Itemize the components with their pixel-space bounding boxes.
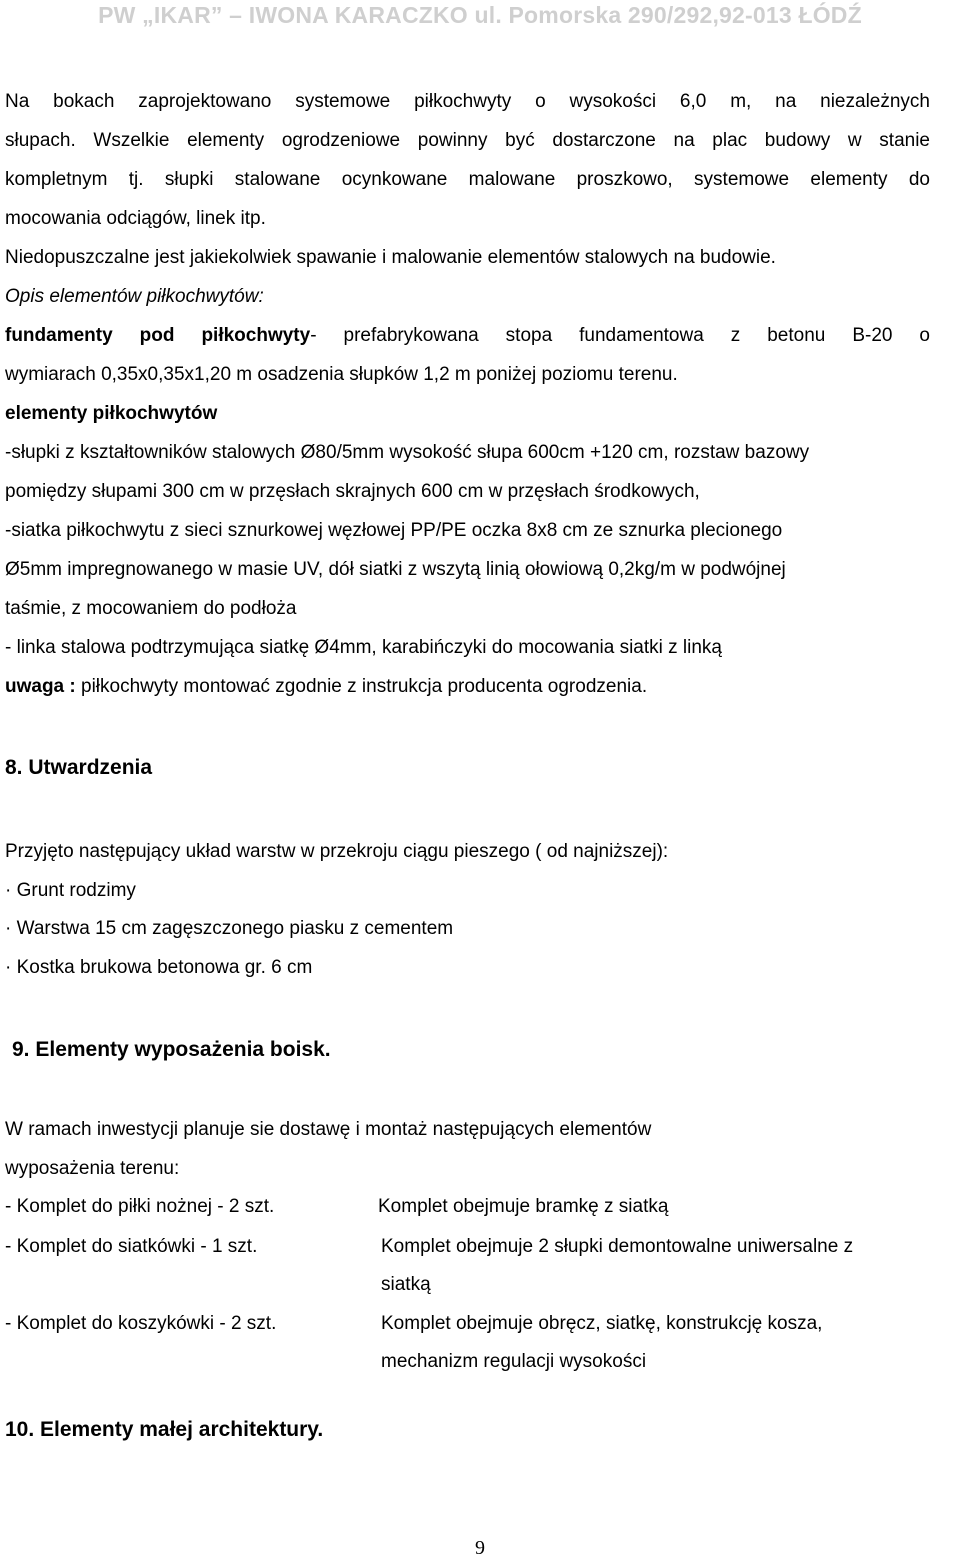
paragraph-line: kompletnym tj. słupki stalowane ocynkowane malowane proszkowo, systemowe elementy do: [5, 169, 930, 190]
note-label: uwaga :: [5, 676, 76, 697]
subheading-italic: Opis elementów piłkochwytów:: [5, 286, 264, 307]
paragraph-line: Przyjęto następujący układ warstw w przekroju ciągu pieszego ( od najniższej):: [5, 841, 669, 862]
line-text: - prefabrykowana stopa fundamentowa z betonu B-20 o: [310, 325, 930, 346]
equipment-item: - Komplet do piłki nożnej - 2 szt.: [5, 1196, 275, 1217]
equipment-desc: Komplet obejmuje bramkę z siatką: [378, 1196, 669, 1217]
paragraph-line: mocowania odciągów, linek itp.: [5, 208, 266, 229]
section-heading-9: 9. Elementy wyposażenia boisk.: [12, 1038, 331, 1061]
equipment-desc-cont: mechanizm regulacji wysokości: [381, 1351, 647, 1372]
page-number: 9: [475, 1537, 485, 1559]
paragraph-line: -słupki z kształtowników stalowych Ø80/5mm wysokość słupa 600cm +120 cm, rozstaw bazowy: [5, 442, 810, 463]
paragraph-line: wyposażenia terenu:: [5, 1158, 180, 1179]
equipment-desc: Komplet obejmuje 2 słupki demontowalne uniwersalne z: [381, 1236, 854, 1257]
equipment-item: - Komplet do siatkówki - 1 szt.: [5, 1236, 258, 1257]
section-heading-10: 10. Elementy małej architektury.: [5, 1418, 324, 1441]
page-header: PW „IKAR” – IWONA KARACZKO ul. Pomorska 290/292,92-013 ŁÓDŹ: [98, 2, 862, 28]
list-item: · Grunt rodzimy: [5, 880, 136, 901]
paragraph-line: -siatka piłkochwytu z sieci sznurkowej węzłowej PP/PE oczka 8x8 cm ze sznurka plecionego: [5, 520, 783, 541]
section-heading-8: 8. Utwardzenia: [5, 756, 153, 779]
paragraph-line: słupach. Wszelkie elementy ogrodzeniowe powinny być dostarczone na plac budowy w stanie: [5, 130, 930, 151]
line-text: piłkochwyty montować zgodnie z instrukcja producenta ogrodzenia.: [75, 676, 648, 697]
note-line: [5, 675, 647, 699]
paragraph-line: [5, 324, 930, 348]
paragraph-line: W ramach inwestycji planuje sie dostawę i montaż następujących elementów: [5, 1119, 652, 1140]
list-item: · Warstwa 15 cm zagęszczonego piasku z cementem: [5, 918, 454, 939]
paragraph-line: Ø5mm impregnowanego w masie UV, dół siatki z wszytą linią ołowiową 0,2kg/m w podwójnej: [5, 559, 786, 580]
paragraph-line: Niedopuszczalne jest jakiekolwiek spawanie i malowanie elementów stalowych na budowie.: [5, 247, 776, 268]
equipment-desc-cont: siatką: [381, 1274, 431, 1295]
paragraph-line: taśmie, z mocowaniem do podłoża: [5, 598, 297, 619]
paragraph-line: wymiarach 0,35x0,35x1,20 m osadzenia słupków 1,2 m poniżej poziomu terenu.: [5, 364, 678, 385]
equipment-desc: Komplet obejmuje obręcz, siatkę, konstrukcję kosza,: [381, 1313, 823, 1334]
paragraph-line: - linka stalowa podtrzymująca siatkę Ø4mm, karabińczyki do mocowania siatki z linką: [5, 637, 722, 658]
paragraph-line: pomiędzy słupami 300 cm w przęsłach skrajnych 600 cm w przęsłach środkowych,: [5, 481, 700, 502]
paragraph-line: Na bokach zaprojektowano systemowe piłkochwyty o wysokości 6,0 m, na niezależnych: [5, 91, 930, 112]
bold-subheading: elementy piłkochwytów: [5, 403, 218, 424]
list-item: · Kostka brukowa betonowa gr. 6 cm: [5, 957, 313, 978]
equipment-item: - Komplet do koszykówki - 2 szt.: [5, 1313, 277, 1334]
bold-term: fundamenty pod piłkochwyty: [5, 325, 311, 346]
